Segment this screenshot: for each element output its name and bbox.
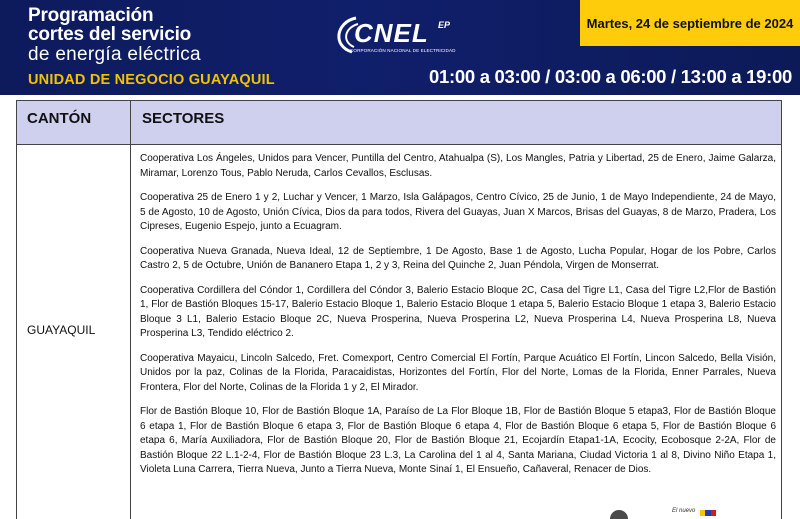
outage-hours: 01:00 a 03:00 / 03:00 a 06:00 / 13:00 a 19:00 <box>429 66 792 87</box>
sectors-table <box>16 100 782 519</box>
logo-subtitle: CORPORACIÓN NACIONAL DE ELECTRICIDAD <box>350 48 456 53</box>
sector-group: Cooperativa Cordillera del Cóndor 1, Cordillera del Cóndor 3, Balerio Estacio Bloque 2C, Casa del Tigre L1, Casa del Tigre L2,Flor de Bastión 1, Flor de Bastión Bloques 15-17, Balerio Estacio Bloque 1, Balerio Estacio Bloque 1 etapa 5, Balerio Estacio Bloque 1 etapa 3, Balerio Estacio Bloque 3 L1, Balerio Estacio Bloque 2C, Nueva Prosperina, Nueva Prosperina L2, Nueva Prosperina L4, Nueva Prosperina L8, Nueva Prosperina L3, Tendido eléctrico 2. <box>140 284 776 339</box>
page-title <box>28 6 201 64</box>
header-banner <box>0 0 800 95</box>
title-line-2: cortes del servicio <box>28 24 192 46</box>
sectors-cell <box>140 152 776 488</box>
column-divider-body <box>130 101 131 519</box>
logo-suffix: EP <box>438 20 451 30</box>
title-line-1: Programación <box>28 5 154 26</box>
flag-icon <box>700 510 716 516</box>
column-header-canton: CANTÓN <box>27 110 92 127</box>
sector-group: Flor de Bastión Bloque 10, Flor de Bastión Bloque 1A, Paraíso de La Flor Bloque 1B, Flor de Bastión Bloque 5 etapa3, Flor de Bastión Bloque 6 etapa 1, Flor de Bastión Bloque 6 etapa 3, Flor de Bastión Bloque 6 etapa 4, Flor de Bastión Bloque 6 etapa 5, Flor de Bastión Bloque 6 etapa 6, María Auxiliadora, Flor de Bastión Bloque 20, Flor de Bastión Bloque 21, Ecojardín Etapa1-1A, Ecocity, Ecobosque 2-2A, Flor de Bastión Bloque 22 L.1-2-4, Flor de Bastión Bloque 23 L.3, La Carolina del 1 al 4, Santa Mariana, Ciudad Victoria 1 al 8, Divino Niño Etapa 1, Violeta Luna Carrera, Tierra Nueva, Junto a Tierra Nueva, Monte Sinaí 1, El Ensueño, Cañaveral, Renacer de Dios. <box>140 406 776 475</box>
title-line-3: de energía eléctrica <box>28 43 201 65</box>
sector-group: Cooperativa 25 de Enero 1 y 2, Luchar y Vencer, 1 Marzo, Isla Galápagos, Centro Cívico, 25 de Junio, 1 de Mayo Independiente, 24 de Mayo, 5 de Agosto, 10 de Agosto, Unión Cívica, Dios da para todos, Rivera del Guayas, Juan X Marcos, Brisas del Guayas, 8 de Marzo, Pradera, Los Cipreses, Eugenio Espejo, junto a Ecuagram. <box>140 192 776 232</box>
footer-logos <box>610 508 720 519</box>
business-unit-label: UNIDAD DE NEGOCIO GUAYAQUIL <box>28 72 275 88</box>
cnel-logo <box>328 12 468 62</box>
sector-group: Cooperativa Los Ángeles, Unidos para Vencer, Puntilla del Centro, Atahualpa (S), Los Mangles, Patria y Libertad, 25 de Enero, Jaime Galarza, Miramar, Lorenzo Tous, Pablo Neruda, Carlos Cevallos, Esclusas. <box>140 153 776 179</box>
sector-group: Cooperativa Nueva Granada, Nueva Ideal, 12 de Septiembre, 1 De Agosto, Base 1 de Agosto, Lucha Popular, Hogar de los Pobre, Carlos Castro 2, 5 de Octubre, Unión de Bananero Etapa 1, 2 y 3, Reina del Quinche 2, Juan Péndola, Virgen de Monserrat. <box>140 245 776 271</box>
date-text: Martes, 24 de septiembre de 2024 <box>586 15 794 31</box>
column-header-sectores: SECTORES <box>142 110 225 127</box>
logo-wordmark: CNEL <box>354 18 429 48</box>
sector-group: Cooperativa Mayaicu, Lincoln Salcedo, Fret. Comexport, Centro Comercial El Fortín, Parque Acuático El Fortín, Lincon Salcedo, Bella Visión, Unidos por la paz, Colinas de la Florida, Paracaidistas, Horizontes del Fortín, Flor del Norte, Lomas de la Florida, Enner Parrales, Nueva Frontera, Flor del Norte, Colinas de la Florida 1 y 2, El Mirador. <box>140 352 776 393</box>
canton-cell: GUAYAQUIL <box>27 323 96 337</box>
footer-partner-text: El nuevo <box>672 508 696 514</box>
date-badge <box>580 0 800 46</box>
table-header-row <box>17 101 781 145</box>
ecuador-emblem-icon <box>610 510 628 519</box>
